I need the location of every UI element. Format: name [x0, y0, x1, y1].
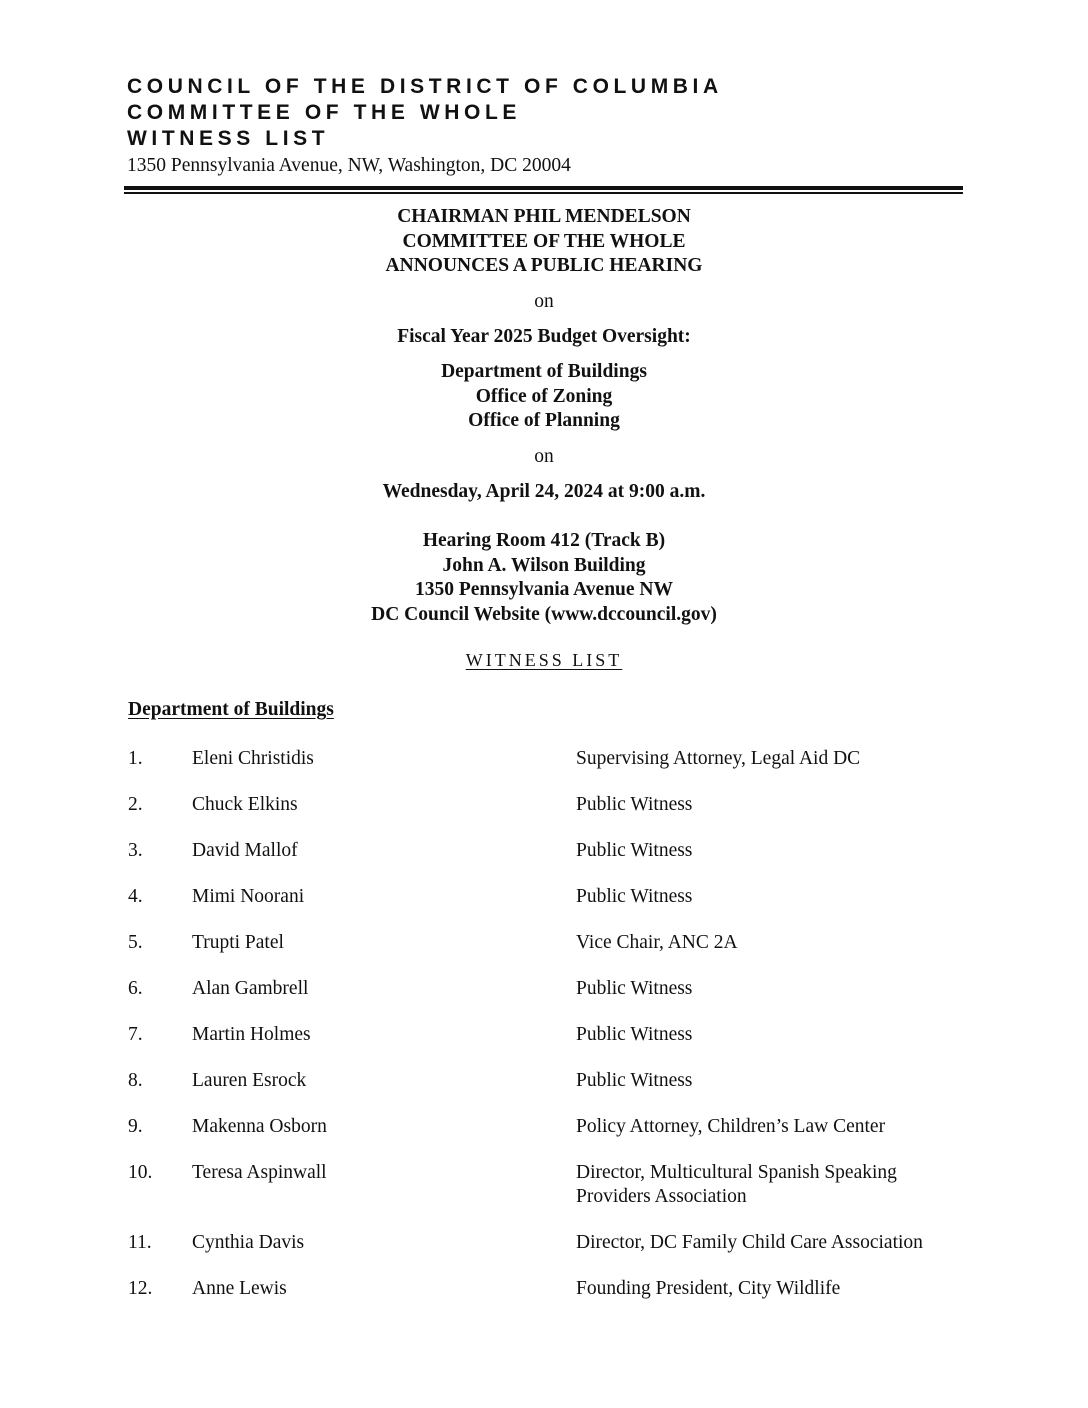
- witness-name: Martin Holmes: [192, 1024, 311, 1045]
- witness-affiliation: Public Witness: [576, 840, 693, 861]
- witness-name: David Mallof: [192, 840, 298, 861]
- council-name: COUNCIL OF THE DISTRICT OF COLUMBIA: [127, 75, 723, 98]
- witness-name: Anne Lewis: [192, 1278, 287, 1299]
- witness-list: [128, 747, 988, 1323]
- section-heading: Department of Buildings: [128, 699, 334, 720]
- header-rule-thick: [124, 186, 963, 190]
- header-rule-thin: [124, 192, 963, 194]
- witness-row: [128, 931, 988, 955]
- witness-row: [128, 1231, 988, 1255]
- witness-row: [128, 747, 988, 771]
- witness-list-heading: WITNESS LIST: [465, 650, 623, 670]
- witness-name: Mimi Noorani: [192, 886, 305, 907]
- witness-name: Cynthia Davis: [192, 1232, 305, 1253]
- committee-line: COMMITTEE OF THE WHOLE: [402, 230, 686, 252]
- witness-number: 1.: [128, 748, 143, 769]
- witness-row: [128, 1023, 988, 1047]
- on-text-2: on: [534, 446, 554, 467]
- witness-row: [128, 793, 988, 817]
- witness-number: 6.: [128, 978, 143, 999]
- committee-name: COMMITTEE OF THE WHOLE: [127, 101, 522, 124]
- location-line: DC Council Website (www.dccouncil.gov): [371, 603, 717, 625]
- announces-line: ANNOUNCES A PUBLIC HEARING: [385, 255, 703, 276]
- witness-number: 12.: [128, 1278, 153, 1299]
- agency-item: Office of Planning: [468, 410, 620, 431]
- witness-row: [128, 1277, 988, 1301]
- witness-affiliation: Public Witness: [576, 886, 693, 907]
- witness-affiliation: Director, Multicultural Spanish Speaking Providers Association: [576, 1162, 897, 1207]
- hearing-topic: Fiscal Year 2025 Budget Oversight:: [397, 326, 691, 347]
- announcement-heading: [0, 205, 1088, 279]
- letterhead: [127, 74, 963, 179]
- witness-name: Alan Gambrell: [192, 978, 309, 999]
- witness-name: Eleni Christidis: [192, 748, 314, 769]
- witness-row: [128, 885, 988, 909]
- witness-row: [128, 839, 988, 863]
- witness-number: 5.: [128, 932, 143, 953]
- agency-item: Office of Zoning: [475, 385, 613, 407]
- witness-affiliation: Director, DC Family Child Care Association: [576, 1232, 923, 1253]
- witness-number: 7.: [128, 1024, 143, 1045]
- document-type: WITNESS LIST: [127, 127, 330, 150]
- witness-name: Teresa Aspinwall: [192, 1162, 327, 1183]
- chairman-line: CHAIRMAN PHIL MENDELSON: [397, 206, 691, 227]
- witness-number: 11.: [128, 1232, 152, 1253]
- witness-row: [128, 977, 988, 1001]
- location-line: 1350 Pennsylvania Avenue NW: [414, 579, 674, 600]
- witness-name: Makenna Osborn: [192, 1116, 327, 1137]
- witness-row: [128, 1161, 988, 1209]
- witness-affiliation: Policy Attorney, Children’s Law Center: [576, 1116, 886, 1137]
- agency-item: Department of Buildings: [441, 361, 647, 382]
- location-line: John A. Wilson Building: [442, 554, 646, 576]
- witness-affiliation: Public Witness: [576, 794, 693, 815]
- hearing-datetime: Wednesday, April 24, 2024 at 9:00 a.m.: [382, 481, 706, 502]
- witness-name: Lauren Esrock: [192, 1070, 307, 1091]
- witness-name: Trupti Patel: [192, 932, 284, 953]
- witness-number: 2.: [128, 794, 143, 815]
- witness-affiliation: Supervising Attorney, Legal Aid DC: [576, 748, 861, 769]
- witness-row: [128, 1069, 988, 1093]
- on-text-1: on: [534, 291, 554, 312]
- witness-affiliation: Public Witness: [576, 978, 693, 999]
- witness-number: 3.: [128, 840, 143, 861]
- witness-affiliation: Public Witness: [576, 1070, 693, 1091]
- witness-row: [128, 1115, 988, 1139]
- council-address: 1350 Pennsylvania Avenue, NW, Washington, DC 20004: [127, 155, 571, 176]
- witness-name: Chuck Elkins: [192, 794, 298, 815]
- witness-number: 9.: [128, 1116, 143, 1137]
- witness-number: 4.: [128, 886, 143, 907]
- witness-number: 8.: [128, 1070, 143, 1091]
- hearing-location: [0, 529, 1088, 627]
- witness-affiliation: Vice Chair, ANC 2A: [576, 932, 738, 953]
- witness-number: 10.: [128, 1162, 153, 1183]
- agency-list: [0, 360, 1088, 434]
- location-line: Hearing Room 412 (Track B): [422, 530, 666, 551]
- witness-affiliation: Founding President, City Wildlife: [576, 1278, 841, 1299]
- witness-affiliation: Public Witness: [576, 1024, 693, 1045]
